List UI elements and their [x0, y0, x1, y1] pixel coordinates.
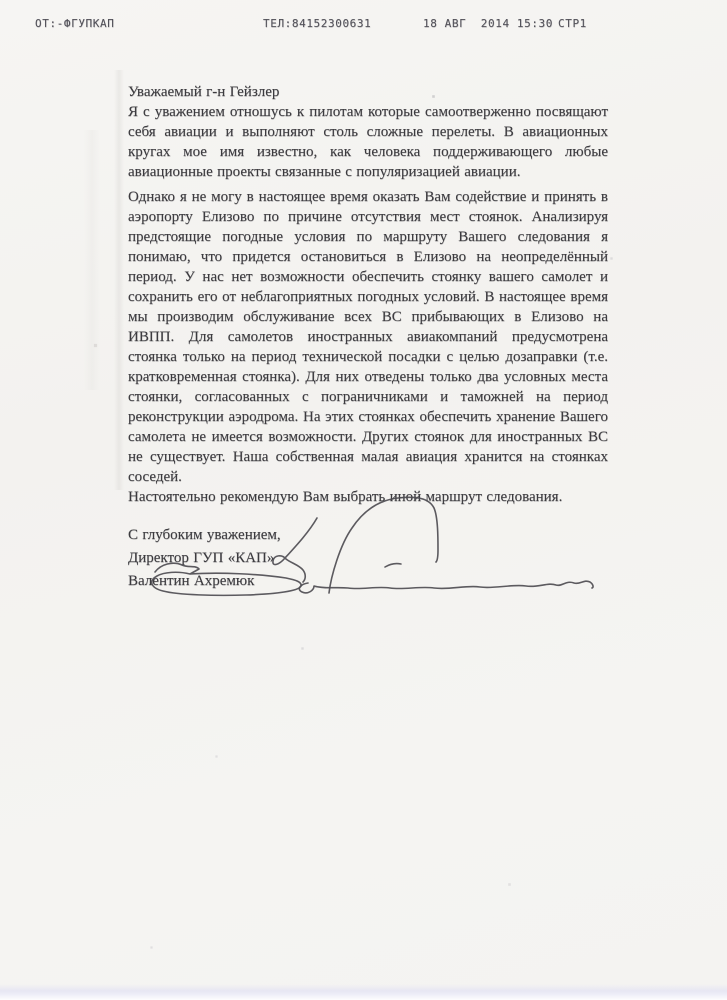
letter-body — [128, 82, 608, 593]
signer-name: Валентин Ахремюк — [128, 573, 255, 589]
fax-phone-number: ТЕЛ:84152300631 — [263, 17, 372, 30]
fax-sender: ОТ:-ФГУПКАП — [35, 17, 115, 30]
fax-header — [0, 17, 727, 33]
signer-title: Директор ГУП «КАП» — [128, 550, 275, 566]
closing-regards: С глубоким уважением, — [128, 527, 281, 543]
fax-page-number: СТР1 — [558, 17, 587, 30]
closing-block — [128, 524, 608, 593]
scan-edge-band — [0, 984, 727, 1000]
scan-speckles — [0, 0, 1, 1]
paragraph-main: Однако я не могу в настоящее время оказать Вам содействие и принять в аэропорту Елизово по причине отсутствия мест стоянок. Анализируя предстоящие погодные условия по маршруту Вашего следования я понимаю, что придется остановиться в Елизово на неопределённый период. У нас нет возможности обеспечить стоянку вашего самолет и сохранить его от неблагоприятных погодных условий. В настоящее время мы производим обслуживание всех ВС прибывающих в Елизово на ИВПП. Для самолетов иностранных авиакомпаний предусмотрена стоянка только на период технической посадки с целью дозаправки (т.е. кратковременная стоянка). Для них отведены только два условных места стоянки, согласованных с пограничниками и таможней на период реконструкции аэродрома. На этих стоянках обеспечить хранение Вашего самолета не имеется возможности. Других стоянок для иностранных ВС не существует. Наша собственная малая авиация хранится на стоянках соседей. — [128, 189, 608, 485]
salutation: Уважаемый г-н Гейзлер — [128, 84, 280, 100]
paragraph-recommendation: Настоятельно рекомендую Вам выбрать иной маршрут следования. — [128, 489, 563, 505]
paragraph-intro: Я с уважением отношусь к пилотам которые самоотверженно посвящают себя авиации и выполняют столь сложные перелеты. В авиационных кругах мое имя известно, как человека поддерживающего любые авиационные проекты связанные с популяризацией авиации. — [128, 104, 608, 180]
scan-streak — [84, 130, 100, 390]
scan-streak — [114, 70, 124, 490]
fax-datetime: 18 АВГ 2014 15:30 — [423, 17, 554, 30]
